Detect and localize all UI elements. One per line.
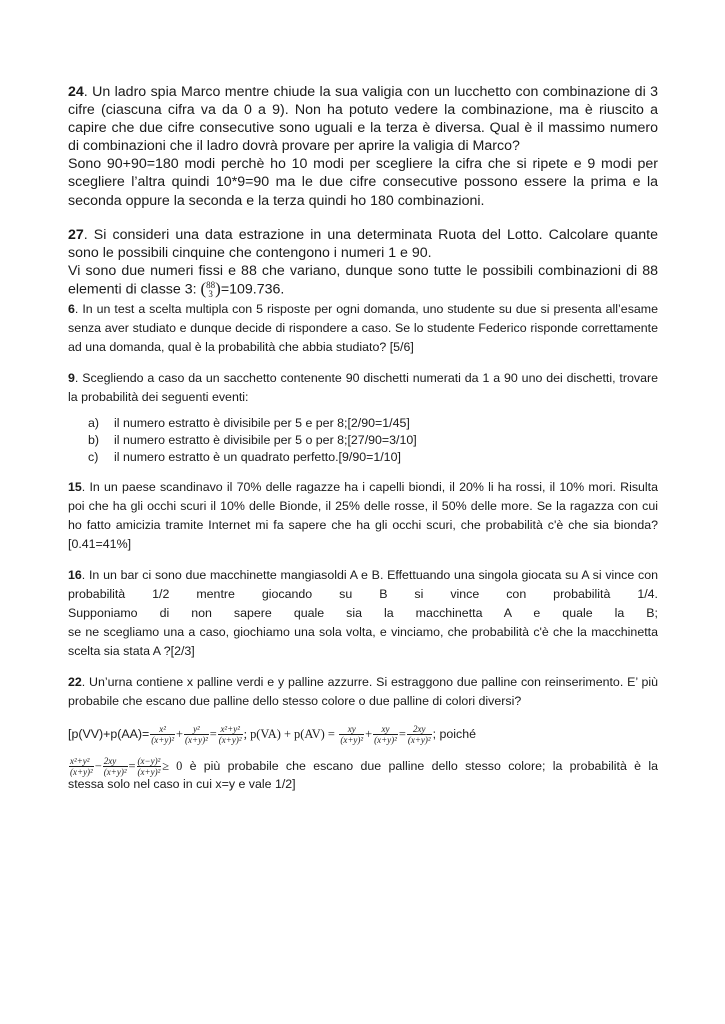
question-number: 24 [68, 84, 84, 100]
list-item: b) il numero estratto è divisibile per 5 o per 8;[27/90=3/10] [88, 433, 417, 448]
answer-line-binomial: elementi di classe 3: ( 88 3 )=109.736. [68, 278, 285, 300]
question-text: . Scegliendo a caso da un sacchetto contenente 90 dischetti numerati da 1 a 90 uno dei dischetti, trovare la probabilità dei seguenti eventi: [68, 371, 658, 405]
question-number: 16 [68, 568, 82, 583]
question-text: . Un ladro spia Marco mentre chiude la sua valigia con un lucchetto con combinazione di 3 cifre (ciascuna cifra va da 0 a 9). Non ha potuto vedere la combinazione, ma è riuscito a capire che due cifre consecutive sono uguali e la terza è diversa. Qual è il massimo numero di combinazioni che il ladro dovrà provare per aprire la valigia di Marco? [68, 84, 658, 155]
question-15 [68, 478, 658, 554]
question-6 [68, 300, 658, 357]
event-list [68, 415, 658, 466]
conclusion-line: stessa solo nel caso in cui x=y e vale 1/2] [68, 777, 296, 792]
document-body [68, 83, 658, 794]
question-text: . Si consideri una data estrazione in una determinata Ruota del Lotto. Calcolare quante sono le possibili cinquine che contengono i numeri 1 e 90. [68, 226, 658, 261]
question-text: . In un paese scandinavo il 70% delle ragazze ha i capelli biondi, il 20% li ha rossi, il 10% mori. Risulta poi che ha gli occhi scuri il 10% delle Bionde, il 25% delle rosse, il 50% delle more. Se la ragazza con cui ho fatto amicizia tramite Internet mi fa sapere che ha gli occhi scuri, che probabilità c'è che sia bionda?[0.41=41%] [68, 480, 658, 552]
question-number: 15 [68, 480, 82, 495]
question-number: 27 [68, 226, 84, 243]
fraction: $\frac{xy}{\text{(x+y)²}}$ [340, 724, 364, 746]
fraction: $\frac{xy}{\text{(x+y)²}}$ [374, 724, 397, 746]
question-27 [68, 226, 658, 299]
fraction: $\frac{\text{x²+y²}}{\text{(x+y)²}}$ [70, 756, 93, 778]
fraction: $\frac{2xy}{\text{(x+y)²}}$ [407, 724, 431, 746]
fraction: $\frac{\text{x²+y²}}{\text{(x+y)²}}$ [218, 724, 242, 746]
fraction: $\frac{\text{x²}}{\text{(x+y)²}}$ [151, 724, 175, 746]
list-item: c) il numero estratto è un quadrato perfetto.[9/90=1/10] [88, 450, 401, 465]
question-9 [68, 369, 658, 466]
fraction: $\frac{2xy}{\text{(x+y)²}}$ [103, 756, 127, 778]
fraction: $\frac{\text{(x−y)²}}{\text{(x+y)²}}$ [137, 756, 161, 778]
list-item: a) il numero estratto è divisibile per 5 e per 8;[2/90=1/45] [88, 416, 410, 431]
fraction: $\frac{\text{y²}}{\text{(x+y)²}}$ [185, 724, 208, 746]
binomial-coefficient: ( 88 3 ) [200, 278, 221, 300]
question-number: 22 [68, 675, 82, 690]
answer-line: Vi sono due numeri fissi e 88 che variano, dunque sono tutte le possibili combinazioni di 88 [68, 262, 658, 279]
question-16: 16. In un bar ci sono due macchinette mangiasoldi A e B. Effettuando una singola giocata su A si vince con probabilità 1/2 mentre giocando su B si vince con probabilità 1/4. Supponiamo di non sapere quale sia la macchinetta A e quale la B; se ne scegliamo una a caso, giochiamo una sola volta, e vinciamo, che probabilità c'è che la macchinetta scelta sia stata A ?[2/3] [68, 568, 658, 659]
question-text: . Un’urna contiene x palline verdi e y palline azzurre. Si estraggono due palline con reinserimento. E’ più probabile che escano due palline dello stesso colore o due palline di colori diversi? [68, 675, 658, 709]
question-number: 6 [68, 302, 75, 317]
question-24 [68, 83, 658, 210]
equation-line-1: [p(VV)+p(AA)= $\frac{\text{x²}}{\text{(x+y)²}}$ + $\frac{\text{y²}}{\text{(x+y)²}}$ = $\frac{\text{x²+y²}}{\text{(x+y)²}}$ ; p(VA) + p(AV) = $\frac{xy}{\text{(x+y)²}}$ + $\frac{xy}{\text{(x+y)²}}$ = $\frac{2xy}{\text{(x+y)²}}$ ; poiché [68, 724, 477, 746]
question-number: 9 [68, 371, 75, 386]
question-22 [68, 673, 658, 794]
question-text: . In un test a scelta multipla con 5 risposte per ogni domanda, uno studente su due si presenta all’esame senza aver studiato e dunque decide di rispondere a caso. Se lo studente Federico risponde correttamente ad una domanda, qual è la probabilità che abbia studiato? [5/6] [68, 302, 658, 355]
equation-line-2: $\frac{\text{x²+y²}}{\text{(x+y)²}}$ − $\frac{2xy}{\text{(x+y)²}}$ = $\frac{\text{(x−y)²}}{\text{(x+y)²}}$ ≥ 0 è più probabile che escano due palline dello stesso colore; la probabilità è la [70, 756, 659, 778]
answer-text: Sono 90+90=180 modi perchè ho 10 modi per scegliere la cifra che si ripete e 9 modi per scegliere l’altra quindi 10*9=90 ma le due cifre consecutive possono essere la prima e la seconda oppure la seconda e la terza quindi ho 180 combinazioni. [68, 156, 658, 209]
